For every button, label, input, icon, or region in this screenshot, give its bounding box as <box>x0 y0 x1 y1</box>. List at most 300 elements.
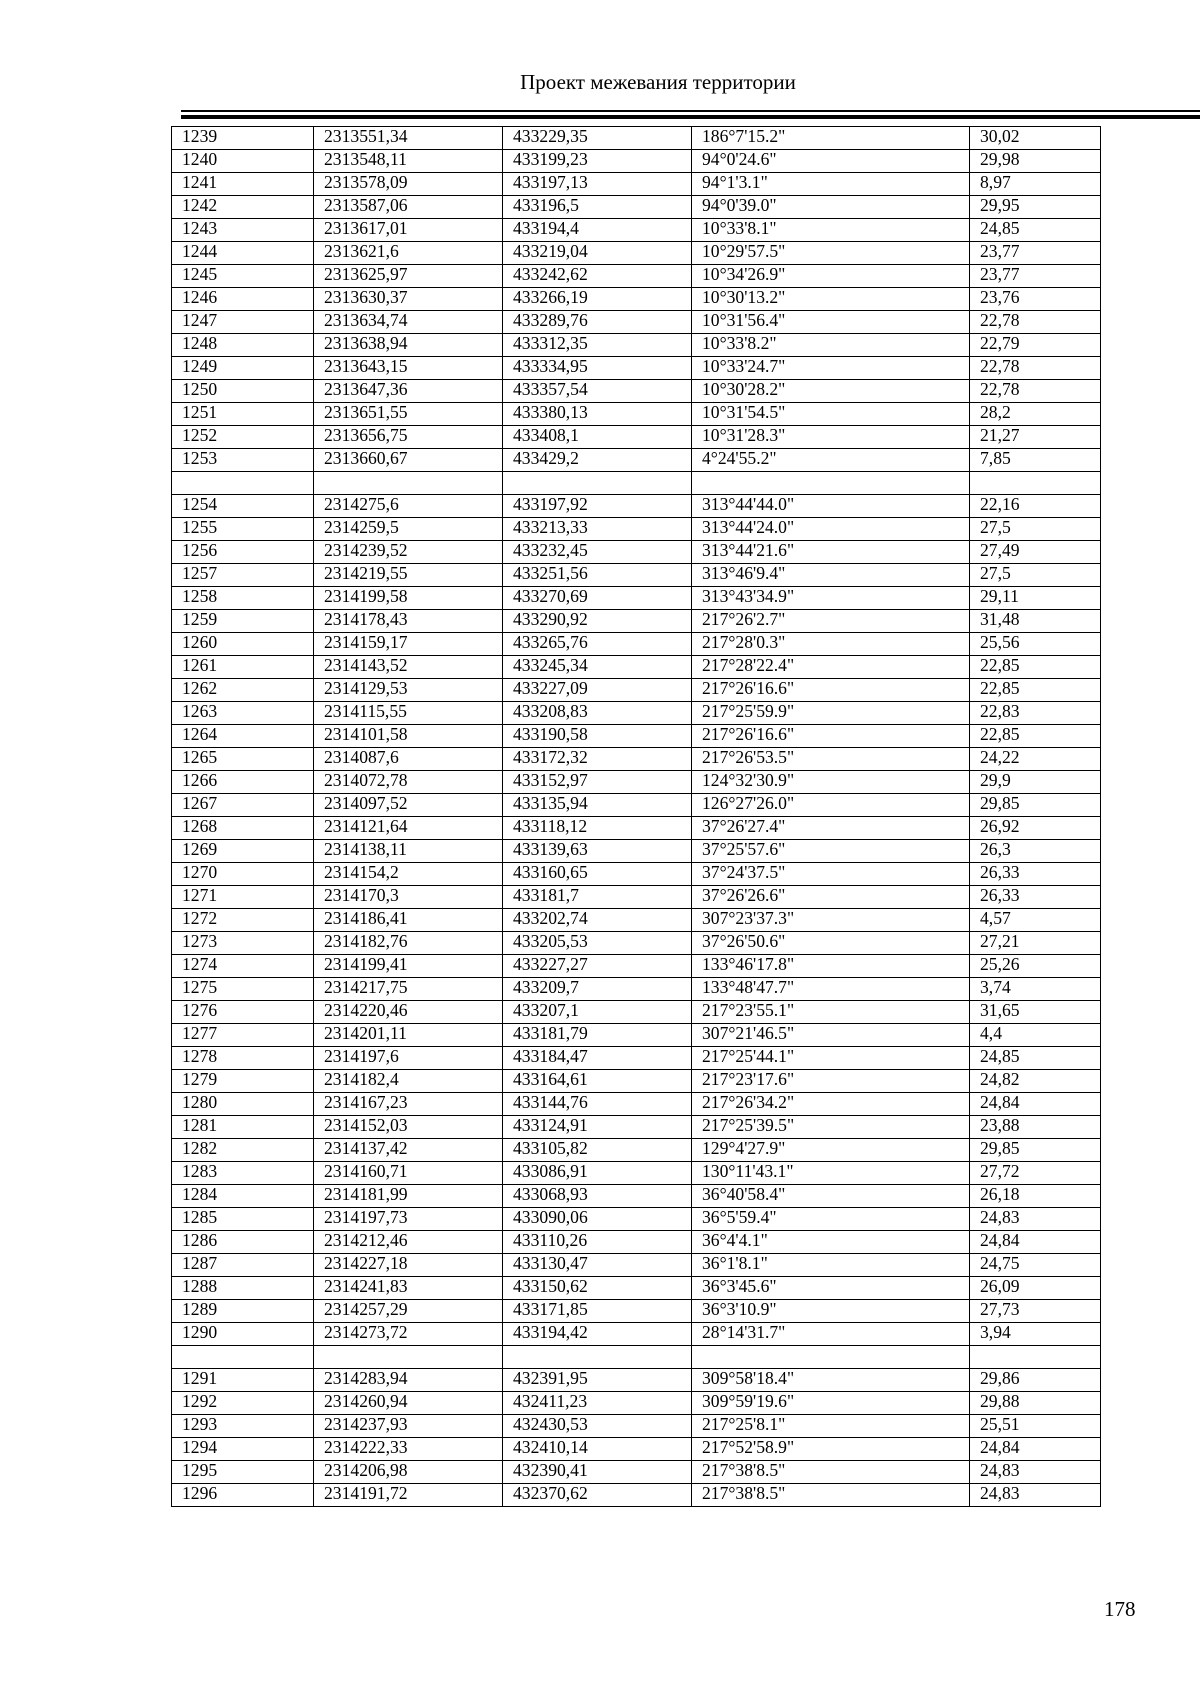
table-row <box>172 679 1101 702</box>
x-coordinate-cell: 2314182,4 <box>314 1070 503 1093</box>
table-row <box>172 1392 1101 1415</box>
y-coordinate-cell: 433181,7 <box>503 886 692 909</box>
x-coordinate-cell: 2314227,18 <box>314 1254 503 1277</box>
distance-cell: 28,2 <box>970 403 1101 426</box>
point-number-cell: 1280 <box>172 1093 314 1116</box>
bearing-cell: 186°7'15.2" <box>692 127 970 150</box>
bearing-cell: 313°44'44.0" <box>692 495 970 518</box>
y-coordinate-cell: 433171,85 <box>503 1300 692 1323</box>
y-coordinate-cell: 433209,7 <box>503 978 692 1001</box>
table-row <box>172 1300 1101 1323</box>
bearing-cell: 10°33'8.1" <box>692 219 970 242</box>
point-number-cell: 1245 <box>172 265 314 288</box>
point-number-cell: 1277 <box>172 1024 314 1047</box>
y-coordinate-cell: 433207,1 <box>503 1001 692 1024</box>
bearing-cell: 10°29'57.5" <box>692 242 970 265</box>
point-number-cell: 1263 <box>172 702 314 725</box>
bearing-cell: 36°5'59.4" <box>692 1208 970 1231</box>
table-row <box>172 1254 1101 1277</box>
point-number-cell: 1252 <box>172 426 314 449</box>
bearing-cell: 94°1'3.1" <box>692 173 970 196</box>
table-row <box>172 748 1101 771</box>
x-coordinate-cell: 2313625,97 <box>314 265 503 288</box>
y-coordinate-cell: 433334,95 <box>503 357 692 380</box>
x-coordinate-cell: 2313651,55 <box>314 403 503 426</box>
y-coordinate-cell: 433232,45 <box>503 541 692 564</box>
y-coordinate-cell: 433130,47 <box>503 1254 692 1277</box>
bearing-cell: 313°46'9.4" <box>692 564 970 587</box>
y-coordinate-cell: 433242,62 <box>503 265 692 288</box>
table-row <box>172 1185 1101 1208</box>
table-row <box>172 840 1101 863</box>
point-number-cell: 1240 <box>172 150 314 173</box>
y-coordinate-cell: 433068,93 <box>503 1185 692 1208</box>
y-coordinate-cell: 433266,19 <box>503 288 692 311</box>
point-number-cell: 1246 <box>172 288 314 311</box>
table-row <box>172 357 1101 380</box>
y-coordinate-cell: 433086,91 <box>503 1162 692 1185</box>
point-number-cell: 1285 <box>172 1208 314 1231</box>
point-number-cell: 1242 <box>172 196 314 219</box>
distance-cell: 25,51 <box>970 1415 1101 1438</box>
x-coordinate-cell: 2314138,11 <box>314 840 503 863</box>
table-row <box>172 403 1101 426</box>
y-coordinate-cell: 432411,23 <box>503 1392 692 1415</box>
bearing-cell: 313°43'34.9" <box>692 587 970 610</box>
distance-cell: 30,02 <box>970 127 1101 150</box>
distance-cell: 31,65 <box>970 1001 1101 1024</box>
distance-cell: 22,85 <box>970 679 1101 702</box>
distance-cell: 31,48 <box>970 610 1101 633</box>
x-coordinate-cell: 2314241,83 <box>314 1277 503 1300</box>
x-coordinate-cell: 2314115,55 <box>314 702 503 725</box>
y-coordinate-cell: 433144,76 <box>503 1093 692 1116</box>
y-coordinate-cell: 433380,13 <box>503 403 692 426</box>
table-row <box>172 1093 1101 1116</box>
distance-cell: 29,85 <box>970 1139 1101 1162</box>
table-row <box>172 794 1101 817</box>
x-coordinate-cell: 2314160,71 <box>314 1162 503 1185</box>
x-coordinate-cell: 2314220,46 <box>314 1001 503 1024</box>
table-row <box>172 311 1101 334</box>
distance-cell: 29,88 <box>970 1392 1101 1415</box>
y-coordinate-cell: 433219,04 <box>503 242 692 265</box>
distance-cell: 23,76 <box>970 288 1101 311</box>
table-row <box>172 610 1101 633</box>
point-number-cell: 1264 <box>172 725 314 748</box>
x-coordinate-cell: 2314154,2 <box>314 863 503 886</box>
point-number-cell: 1291 <box>172 1369 314 1392</box>
distance-cell <box>970 472 1101 495</box>
table-row <box>172 771 1101 794</box>
x-coordinate-cell: 2314101,58 <box>314 725 503 748</box>
table-row <box>172 288 1101 311</box>
distance-cell: 22,79 <box>970 334 1101 357</box>
y-coordinate-cell: 432390,41 <box>503 1461 692 1484</box>
table-row <box>172 219 1101 242</box>
y-coordinate-cell: 433194,42 <box>503 1323 692 1346</box>
point-number-cell: 1255 <box>172 518 314 541</box>
bearing-cell: 217°38'8.5" <box>692 1461 970 1484</box>
table-row <box>172 1323 1101 1346</box>
y-coordinate-cell <box>503 1346 692 1369</box>
bearing-cell: 309°58'18.4" <box>692 1369 970 1392</box>
y-coordinate-cell: 433357,54 <box>503 380 692 403</box>
table-row <box>172 150 1101 173</box>
table-row <box>172 334 1101 357</box>
distance-cell: 27,5 <box>970 564 1101 587</box>
point-number-cell: 1247 <box>172 311 314 334</box>
bearing-cell: 217°28'0.3" <box>692 633 970 656</box>
y-coordinate-cell: 433208,83 <box>503 702 692 725</box>
distance-cell: 21,27 <box>970 426 1101 449</box>
point-number-cell: 1296 <box>172 1484 314 1507</box>
x-coordinate-cell: 2313621,6 <box>314 242 503 265</box>
header-rule-thin <box>181 110 1200 112</box>
bearing-cell: 217°26'2.7" <box>692 610 970 633</box>
table-row <box>172 863 1101 886</box>
distance-cell: 24,84 <box>970 1093 1101 1116</box>
table-row <box>172 1346 1101 1369</box>
y-coordinate-cell: 433190,58 <box>503 725 692 748</box>
distance-cell: 26,33 <box>970 886 1101 909</box>
y-coordinate-cell: 433124,91 <box>503 1116 692 1139</box>
table-row <box>172 955 1101 978</box>
distance-cell: 29,95 <box>970 196 1101 219</box>
point-number-cell: 1241 <box>172 173 314 196</box>
point-number-cell: 1260 <box>172 633 314 656</box>
x-coordinate-cell: 2314275,6 <box>314 495 503 518</box>
bearing-cell: 10°34'26.9" <box>692 265 970 288</box>
x-coordinate-cell: 2314186,41 <box>314 909 503 932</box>
bearing-cell <box>692 1346 970 1369</box>
table-row <box>172 1139 1101 1162</box>
bearing-cell: 313°44'24.0" <box>692 518 970 541</box>
y-coordinate-cell: 433312,35 <box>503 334 692 357</box>
table-row <box>172 127 1101 150</box>
x-coordinate-cell: 2314143,52 <box>314 656 503 679</box>
x-coordinate-cell: 2314217,75 <box>314 978 503 1001</box>
point-number-cell: 1281 <box>172 1116 314 1139</box>
point-number-cell: 1251 <box>172 403 314 426</box>
point-number-cell: 1275 <box>172 978 314 1001</box>
distance-cell: 24,82 <box>970 1070 1101 1093</box>
y-coordinate-cell: 433160,65 <box>503 863 692 886</box>
distance-cell: 24,84 <box>970 1231 1101 1254</box>
point-number-cell: 1244 <box>172 242 314 265</box>
table-row <box>172 495 1101 518</box>
point-number-cell: 1258 <box>172 587 314 610</box>
y-coordinate-cell: 433408,1 <box>503 426 692 449</box>
table-row <box>172 978 1101 1001</box>
point-number-cell: 1289 <box>172 1300 314 1323</box>
bearing-cell: 130°11'43.1" <box>692 1162 970 1185</box>
distance-cell: 22,78 <box>970 380 1101 403</box>
table-row <box>172 725 1101 748</box>
y-coordinate-cell: 433150,62 <box>503 1277 692 1300</box>
y-coordinate-cell: 433227,09 <box>503 679 692 702</box>
point-number-cell: 1273 <box>172 932 314 955</box>
bearing-cell: 126°27'26.0" <box>692 794 970 817</box>
point-number-cell: 1256 <box>172 541 314 564</box>
x-coordinate-cell: 2313638,94 <box>314 334 503 357</box>
bearing-cell: 217°26'16.6" <box>692 725 970 748</box>
point-number-cell: 1290 <box>172 1323 314 1346</box>
x-coordinate-cell: 2314259,5 <box>314 518 503 541</box>
point-number-cell: 1282 <box>172 1139 314 1162</box>
x-coordinate-cell: 2314199,58 <box>314 587 503 610</box>
bearing-cell: 313°44'21.6" <box>692 541 970 564</box>
x-coordinate-cell: 2313587,06 <box>314 196 503 219</box>
y-coordinate-cell: 433164,61 <box>503 1070 692 1093</box>
bearing-cell: 10°30'13.2" <box>692 288 970 311</box>
distance-cell: 29,9 <box>970 771 1101 794</box>
bearing-cell: 37°26'27.4" <box>692 817 970 840</box>
table-row <box>172 909 1101 932</box>
bearing-cell: 37°26'26.6" <box>692 886 970 909</box>
point-number-cell: 1295 <box>172 1461 314 1484</box>
page-header-title: Проект межевания территории <box>520 70 796 94</box>
bearing-cell: 129°4'27.9" <box>692 1139 970 1162</box>
table-row <box>172 518 1101 541</box>
y-coordinate-cell: 433245,34 <box>503 656 692 679</box>
point-number-cell: 1293 <box>172 1415 314 1438</box>
y-coordinate-cell: 433090,06 <box>503 1208 692 1231</box>
distance-cell: 26,09 <box>970 1277 1101 1300</box>
bearing-cell: 217°25'8.1" <box>692 1415 970 1438</box>
distance-cell: 22,85 <box>970 725 1101 748</box>
table-row <box>172 196 1101 219</box>
table-row <box>172 1208 1101 1231</box>
point-number-cell: 1276 <box>172 1001 314 1024</box>
point-number-cell: 1278 <box>172 1047 314 1070</box>
bearing-cell: 217°23'55.1" <box>692 1001 970 1024</box>
x-coordinate-cell: 2313643,15 <box>314 357 503 380</box>
bearing-cell: 10°31'56.4" <box>692 311 970 334</box>
bearing-cell: 10°30'28.2" <box>692 380 970 403</box>
table-row <box>172 886 1101 909</box>
y-coordinate-cell: 433229,35 <box>503 127 692 150</box>
point-number-cell: 1292 <box>172 1392 314 1415</box>
bearing-cell: 133°46'17.8" <box>692 955 970 978</box>
distance-cell: 26,18 <box>970 1185 1101 1208</box>
table-row <box>172 173 1101 196</box>
x-coordinate-cell: 2314239,52 <box>314 541 503 564</box>
x-coordinate-cell: 2314181,99 <box>314 1185 503 1208</box>
x-coordinate-cell: 2314197,6 <box>314 1047 503 1070</box>
distance-cell: 22,83 <box>970 702 1101 725</box>
y-coordinate-cell: 433205,53 <box>503 932 692 955</box>
y-coordinate-cell: 433135,94 <box>503 794 692 817</box>
bearing-cell: 36°4'4.1" <box>692 1231 970 1254</box>
y-coordinate-cell: 432370,62 <box>503 1484 692 1507</box>
table-row <box>172 265 1101 288</box>
distance-cell: 23,88 <box>970 1116 1101 1139</box>
distance-cell: 25,26 <box>970 955 1101 978</box>
distance-cell: 23,77 <box>970 242 1101 265</box>
distance-cell: 24,84 <box>970 1438 1101 1461</box>
point-number-cell <box>172 1346 314 1369</box>
bearing-cell: 37°26'50.6" <box>692 932 970 955</box>
bearing-cell: 309°59'19.6" <box>692 1392 970 1415</box>
y-coordinate-cell: 433213,33 <box>503 518 692 541</box>
table-row <box>172 449 1101 472</box>
x-coordinate-cell: 2314159,17 <box>314 633 503 656</box>
y-coordinate-cell: 433139,63 <box>503 840 692 863</box>
distance-cell: 24,83 <box>970 1208 1101 1231</box>
y-coordinate-cell: 433289,76 <box>503 311 692 334</box>
y-coordinate-cell: 433118,12 <box>503 817 692 840</box>
table-row <box>172 242 1101 265</box>
bearing-cell: 36°40'58.4" <box>692 1185 970 1208</box>
x-coordinate-cell: 2314097,52 <box>314 794 503 817</box>
x-coordinate-cell: 2313578,09 <box>314 173 503 196</box>
distance-cell: 29,11 <box>970 587 1101 610</box>
coordinates-table-body <box>172 127 1101 1507</box>
table-row <box>172 1231 1101 1254</box>
y-coordinate-cell: 433270,69 <box>503 587 692 610</box>
table-row <box>172 587 1101 610</box>
x-coordinate-cell: 2313660,67 <box>314 449 503 472</box>
bearing-cell: 10°31'54.5" <box>692 403 970 426</box>
point-number-cell: 1250 <box>172 380 314 403</box>
point-number-cell: 1272 <box>172 909 314 932</box>
bearing-cell: 36°1'8.1" <box>692 1254 970 1277</box>
distance-cell: 27,72 <box>970 1162 1101 1185</box>
distance-cell: 26,3 <box>970 840 1101 863</box>
bearing-cell: 94°0'24.6" <box>692 150 970 173</box>
distance-cell: 22,78 <box>970 357 1101 380</box>
point-number-cell: 1270 <box>172 863 314 886</box>
y-coordinate-cell: 433429,2 <box>503 449 692 472</box>
bearing-cell: 307°23'37.3" <box>692 909 970 932</box>
bearing-cell <box>692 472 970 495</box>
x-coordinate-cell: 2314212,46 <box>314 1231 503 1254</box>
distance-cell: 23,77 <box>970 265 1101 288</box>
bearing-cell: 307°21'46.5" <box>692 1024 970 1047</box>
x-coordinate-cell: 2314199,41 <box>314 955 503 978</box>
table-row <box>172 472 1101 495</box>
y-coordinate-cell: 433197,92 <box>503 495 692 518</box>
x-coordinate-cell: 2314178,43 <box>314 610 503 633</box>
point-number-cell: 1243 <box>172 219 314 242</box>
distance-cell: 24,22 <box>970 748 1101 771</box>
point-number-cell: 1259 <box>172 610 314 633</box>
distance-cell <box>970 1346 1101 1369</box>
point-number-cell: 1283 <box>172 1162 314 1185</box>
bearing-cell: 37°24'37.5" <box>692 863 970 886</box>
distance-cell: 29,86 <box>970 1369 1101 1392</box>
point-number-cell: 1269 <box>172 840 314 863</box>
x-coordinate-cell <box>314 472 503 495</box>
x-coordinate-cell: 2314273,72 <box>314 1323 503 1346</box>
point-number-cell: 1279 <box>172 1070 314 1093</box>
bearing-cell: 217°28'22.4" <box>692 656 970 679</box>
x-coordinate-cell: 2314201,11 <box>314 1024 503 1047</box>
y-coordinate-cell: 433181,79 <box>503 1024 692 1047</box>
y-coordinate-cell: 433227,27 <box>503 955 692 978</box>
point-number-cell: 1287 <box>172 1254 314 1277</box>
y-coordinate-cell: 433202,74 <box>503 909 692 932</box>
table-row <box>172 633 1101 656</box>
point-number-cell: 1257 <box>172 564 314 587</box>
point-number-cell: 1274 <box>172 955 314 978</box>
y-coordinate-cell: 433199,23 <box>503 150 692 173</box>
x-coordinate-cell: 2314170,3 <box>314 886 503 909</box>
bearing-cell: 37°25'57.6" <box>692 840 970 863</box>
point-number-cell: 1266 <box>172 771 314 794</box>
distance-cell: 25,56 <box>970 633 1101 656</box>
bearing-cell: 28°14'31.7" <box>692 1323 970 1346</box>
y-coordinate-cell <box>503 472 692 495</box>
table-row <box>172 1024 1101 1047</box>
table-row <box>172 932 1101 955</box>
x-coordinate-cell: 2314260,94 <box>314 1392 503 1415</box>
x-coordinate-cell: 2313548,11 <box>314 150 503 173</box>
bearing-cell: 217°52'58.9" <box>692 1438 970 1461</box>
point-number-cell: 1261 <box>172 656 314 679</box>
distance-cell: 4,57 <box>970 909 1101 932</box>
table-row <box>172 426 1101 449</box>
distance-cell: 24,83 <box>970 1461 1101 1484</box>
x-coordinate-cell: 2314152,03 <box>314 1116 503 1139</box>
bearing-cell: 124°32'30.9" <box>692 771 970 794</box>
bearing-cell: 94°0'39.0" <box>692 196 970 219</box>
distance-cell: 27,49 <box>970 541 1101 564</box>
table-row <box>172 1116 1101 1139</box>
x-coordinate-cell: 2314191,72 <box>314 1484 503 1507</box>
x-coordinate-cell: 2314197,73 <box>314 1208 503 1231</box>
table-row <box>172 1162 1101 1185</box>
bearing-cell: 217°38'8.5" <box>692 1484 970 1507</box>
x-coordinate-cell <box>314 1346 503 1369</box>
y-coordinate-cell: 433152,97 <box>503 771 692 794</box>
distance-cell: 24,83 <box>970 1484 1101 1507</box>
x-coordinate-cell: 2313617,01 <box>314 219 503 242</box>
bearing-cell: 10°33'24.7" <box>692 357 970 380</box>
bearing-cell: 4°24'55.2" <box>692 449 970 472</box>
point-number-cell: 1239 <box>172 127 314 150</box>
table-row <box>172 817 1101 840</box>
distance-cell: 7,85 <box>970 449 1101 472</box>
bearing-cell: 133°48'47.7" <box>692 978 970 1001</box>
table-row <box>172 1047 1101 1070</box>
table-row <box>172 1001 1101 1024</box>
table-row <box>172 1438 1101 1461</box>
y-coordinate-cell: 433197,13 <box>503 173 692 196</box>
y-coordinate-cell: 432410,14 <box>503 1438 692 1461</box>
point-number-cell: 1248 <box>172 334 314 357</box>
distance-cell: 8,97 <box>970 173 1101 196</box>
x-coordinate-cell: 2314182,76 <box>314 932 503 955</box>
x-coordinate-cell: 2313551,34 <box>314 127 503 150</box>
y-coordinate-cell: 433184,47 <box>503 1047 692 1070</box>
y-coordinate-cell: 432391,95 <box>503 1369 692 1392</box>
table-row <box>172 564 1101 587</box>
bearing-cell: 217°26'53.5" <box>692 748 970 771</box>
bearing-cell: 36°3'45.6" <box>692 1277 970 1300</box>
y-coordinate-cell: 433251,56 <box>503 564 692 587</box>
distance-cell: 26,33 <box>970 863 1101 886</box>
x-coordinate-cell: 2314137,42 <box>314 1139 503 1162</box>
bearing-cell: 217°25'59.9" <box>692 702 970 725</box>
x-coordinate-cell: 2314257,29 <box>314 1300 503 1323</box>
x-coordinate-cell: 2313634,74 <box>314 311 503 334</box>
y-coordinate-cell: 433290,92 <box>503 610 692 633</box>
bearing-cell: 36°3'10.9" <box>692 1300 970 1323</box>
point-number-cell: 1249 <box>172 357 314 380</box>
bearing-cell: 217°26'16.6" <box>692 679 970 702</box>
